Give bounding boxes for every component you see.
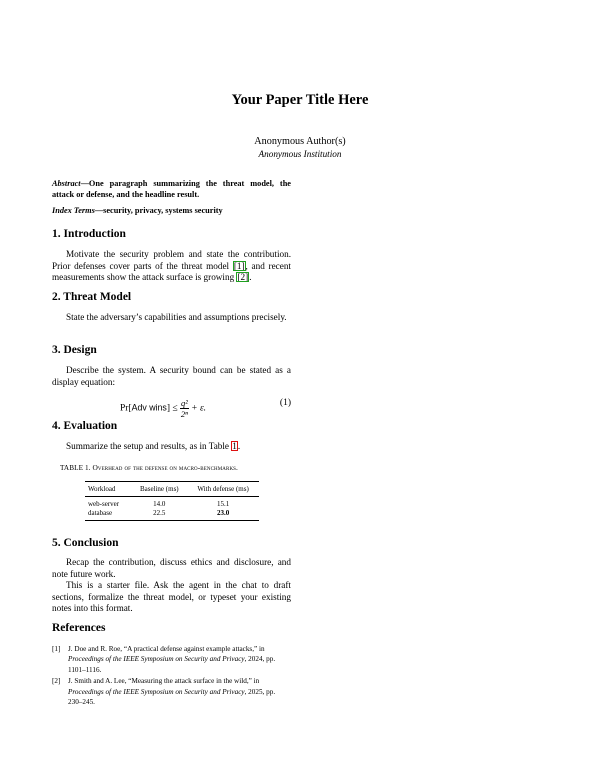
reference-pages: , 2024, pp. 1101–1116. [68,655,276,674]
intro-text-c: . [249,272,252,283]
table-cell: database [85,509,131,521]
design-paragraph: Describe the system. A security bound can be stated as a display equation: [52,365,291,387]
table-cell: web-server [88,500,120,508]
table-header-row [85,482,259,497]
table-header-with-defense: With defense (ms) [187,482,259,497]
reference-list [52,644,291,708]
display-equation [52,392,291,420]
paper-title [0,92,600,109]
eq-tail: + ε. [191,403,207,414]
abstract [52,178,291,201]
author-name: Anonymous Author(s) [254,136,346,147]
evaluation-paragraph [52,441,291,453]
eq-numerator: q² [180,398,188,408]
table-cell: 23.0 [187,509,259,521]
table-caption-text: Overhead of the defense on macro-benchmarks. [92,463,238,472]
equation-body: Pr[Adv wins] ≤ $\frac{\text{q²}}{\text{2ⁿ}}$ + ε. [120,398,207,419]
eq-leq: ≤ [172,403,178,414]
section-heading-threat-model: 2. Threat Model [52,291,132,303]
eq-adv-wins: Adv wins [131,402,167,413]
table-caption [60,463,300,472]
threat-model-paragraph: State the adversary’s capabilities and assumptions precisely. [66,312,287,322]
references-heading: References [52,622,106,634]
citation-link-1[interactable]: [1] [233,260,245,271]
reference-label: [1] [52,645,61,653]
citation-link-2[interactable]: [2] [237,272,249,283]
table-header-baseline: Baseline (ms) [131,482,187,497]
paper-title-text: Your Paper Title Here [231,92,369,108]
benchmark-table [85,481,259,521]
table-row [85,497,259,510]
eval-text-a: Summarize the setup and results, as in Table [66,441,232,451]
abstract-text: —One paragraph summarizing the threat model, the attack or defense, and the headline result. [52,179,291,200]
index-terms-lead: Index Terms [52,206,95,215]
conclusion-paragraph-2: This is a starter file. Ask the agent in the chat to draft sections, formalize the threat model, or typeset your existing notes into this format. [52,580,291,614]
section-heading-introduction: 1. Introduction [52,228,126,240]
section-heading-design: 3. Design [52,344,97,356]
reference-pages: , 2025, pp. 230–245. [68,687,276,707]
eval-text-b: . [237,441,241,451]
table-cell: 22.5 [131,509,187,521]
reference-item [52,644,291,675]
eq-denominator: 2ⁿ [180,409,188,419]
author-institution: Anonymous Institution [258,149,342,159]
reference-text: J. Smith and A. Lee, “Measuring the attack surface in the wild,” in [68,677,260,686]
section-heading-conclusion: 5. Conclusion [52,537,119,549]
index-terms [52,205,291,216]
table-reference-link[interactable]: 1 [232,441,237,451]
intro-text-a: Motivate the security problem and state the contribution. Prior defenses cover parts of the threat model [52,249,291,271]
eq-pr: Pr [120,403,129,414]
equation-number: (1) [279,398,291,408]
reference-venue: Proceedings of the IEEE Symposium on Security and Privacy [68,687,245,696]
table-row [85,509,259,521]
index-terms-text: —security, privacy, systems security [94,206,223,215]
table-cell: 14.0 [153,500,166,508]
section-heading-evaluation: 4. Evaluation [52,420,118,432]
reference-venue: Proceedings of the IEEE Symposium on Security and Privacy [68,655,245,664]
eq-fraction [180,398,189,419]
introduction-paragraph [52,249,291,284]
abstract-lead: Abstract [52,179,81,188]
reference-item [52,676,291,707]
table-header-workload: Workload [85,482,131,497]
conclusion-paragraph-1: Recap the contribution, discuss ethics and disclosure, and note future work. [52,557,291,579]
intro-text-b: , and recent measurements show the attack surface is growing [52,260,291,283]
reference-label: [2] [52,677,61,686]
reference-text: J. Doe and R. Roe, “A practical defense against example attacks,” in [68,645,265,653]
table-caption-lead: TABLE 1. [60,464,93,472]
table-cell: 15.1 [216,500,230,508]
